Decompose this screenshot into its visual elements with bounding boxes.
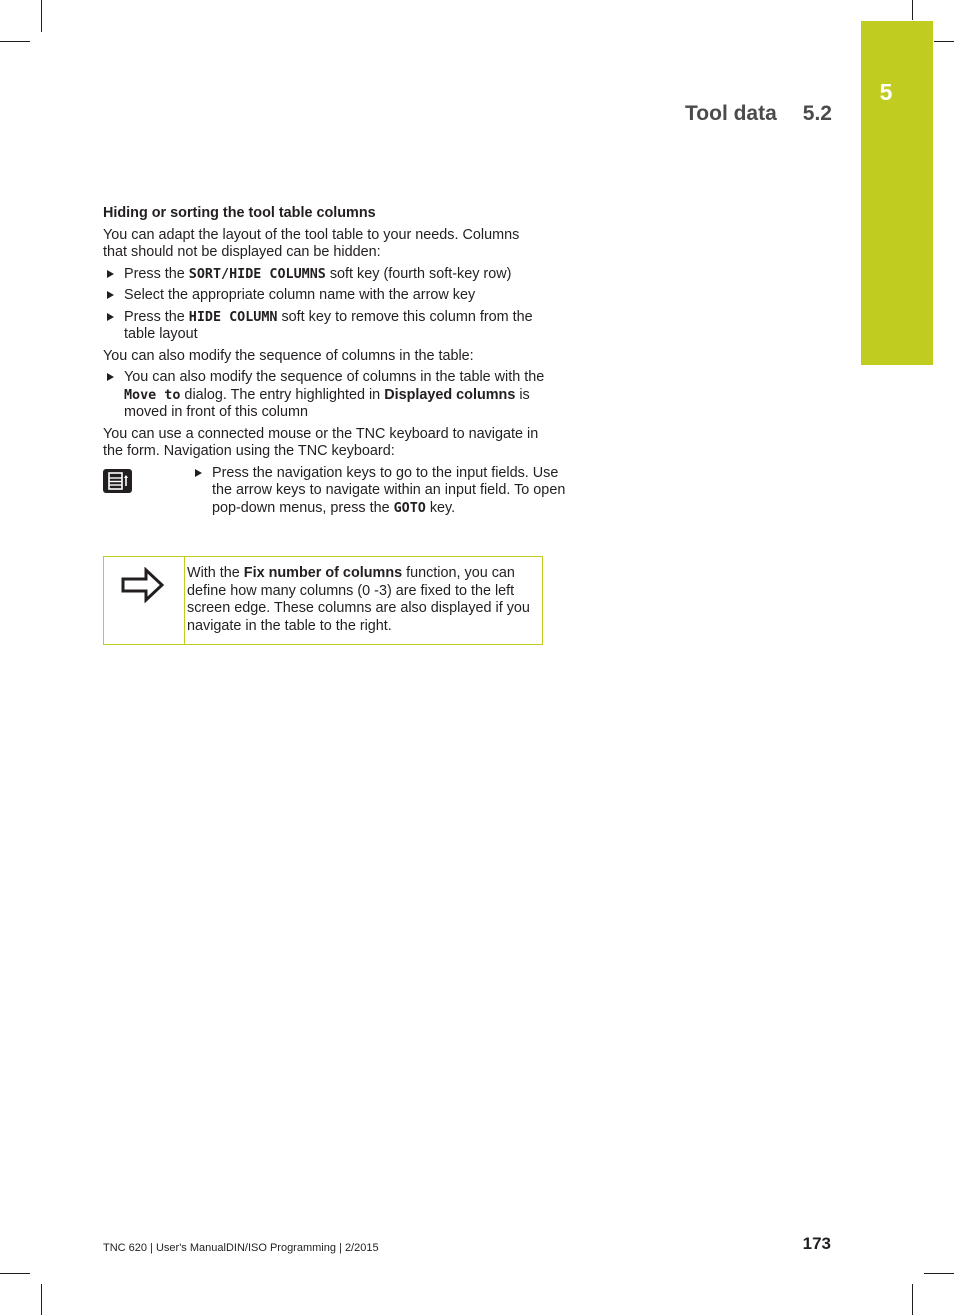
dialog-name: Move to <box>124 387 181 403</box>
header-section: 5.2 <box>802 102 832 125</box>
list-item: Press the navigation keys to go to the input fields. Use the arrow keys to navigate within an input field. To open pop-down menus, press the GOTO key. <box>191 465 566 518</box>
crop-mark <box>912 1284 913 1315</box>
crop-mark <box>0 1273 30 1274</box>
main-content <box>103 205 566 557</box>
note-divider <box>184 557 185 644</box>
field-name: Displayed columns <box>384 386 516 403</box>
running-header <box>685 102 832 126</box>
bullet-triangle-icon <box>107 291 114 299</box>
bullet-triangle-icon <box>195 469 202 477</box>
crop-mark <box>912 0 913 20</box>
crop-mark <box>934 41 954 42</box>
form-navigation-key-icon <box>103 469 132 493</box>
footer-text: TNC 620 | User's ManualDIN/ISO Programming | 2/2015 <box>103 1242 379 1254</box>
bullet-triangle-icon <box>107 313 114 321</box>
keyboard-navigation-row <box>103 464 566 557</box>
function-name: Fix number of columns <box>243 565 403 581</box>
note-text: With the Fix number of columns function, you can define how many columns (0 -3) are fixed to the left screen edge. These columns are also displayed if you navigate in the table to the right. <box>187 565 530 634</box>
page-number: 173 <box>802 1234 831 1253</box>
list-item: You can also modify the sequence of columns in the table with the Move to dialog. The entry highlighted in Displayed columns is moved in front of this column <box>103 369 545 422</box>
list-item: Press the HIDE COLUMN soft key to remove this column from the table layout <box>103 309 545 344</box>
note-box <box>103 556 543 645</box>
bullet-triangle-icon <box>107 270 114 278</box>
crop-mark <box>0 41 30 42</box>
chapter-tab <box>861 21 933 365</box>
chapter-number: 5 <box>879 79 893 105</box>
softkey-name: HIDE COLUMN <box>188 309 278 325</box>
list-item: Select the appropriate column name with the arrow key <box>103 287 545 305</box>
crop-mark <box>41 1284 42 1315</box>
sequence-paragraph: You can also modify the sequence of columns in the table: <box>103 347 474 364</box>
arrow-right-outline-icon <box>120 567 166 603</box>
intro-paragraph: You can adapt the layout of the tool table to your needs. Columns that should not be displayed can be hidden: <box>103 226 520 260</box>
softkey-name: SORT/HIDE COLUMNS <box>188 266 326 282</box>
navigation-paragraph: You can use a connected mouse or the TNC keyboard to navigate in the form. Navigation using the TNC keyboard: <box>103 425 539 459</box>
key-name: GOTO <box>393 500 426 516</box>
header-title: Tool data <box>685 102 777 125</box>
crop-mark <box>41 0 42 32</box>
bullet-triangle-icon <box>107 373 114 381</box>
section-heading: Hiding or sorting the tool table columns <box>103 205 376 221</box>
crop-mark <box>924 1273 954 1274</box>
list-item: Press the SORT/HIDE COLUMNS soft key (fourth soft-key row) <box>103 266 545 284</box>
